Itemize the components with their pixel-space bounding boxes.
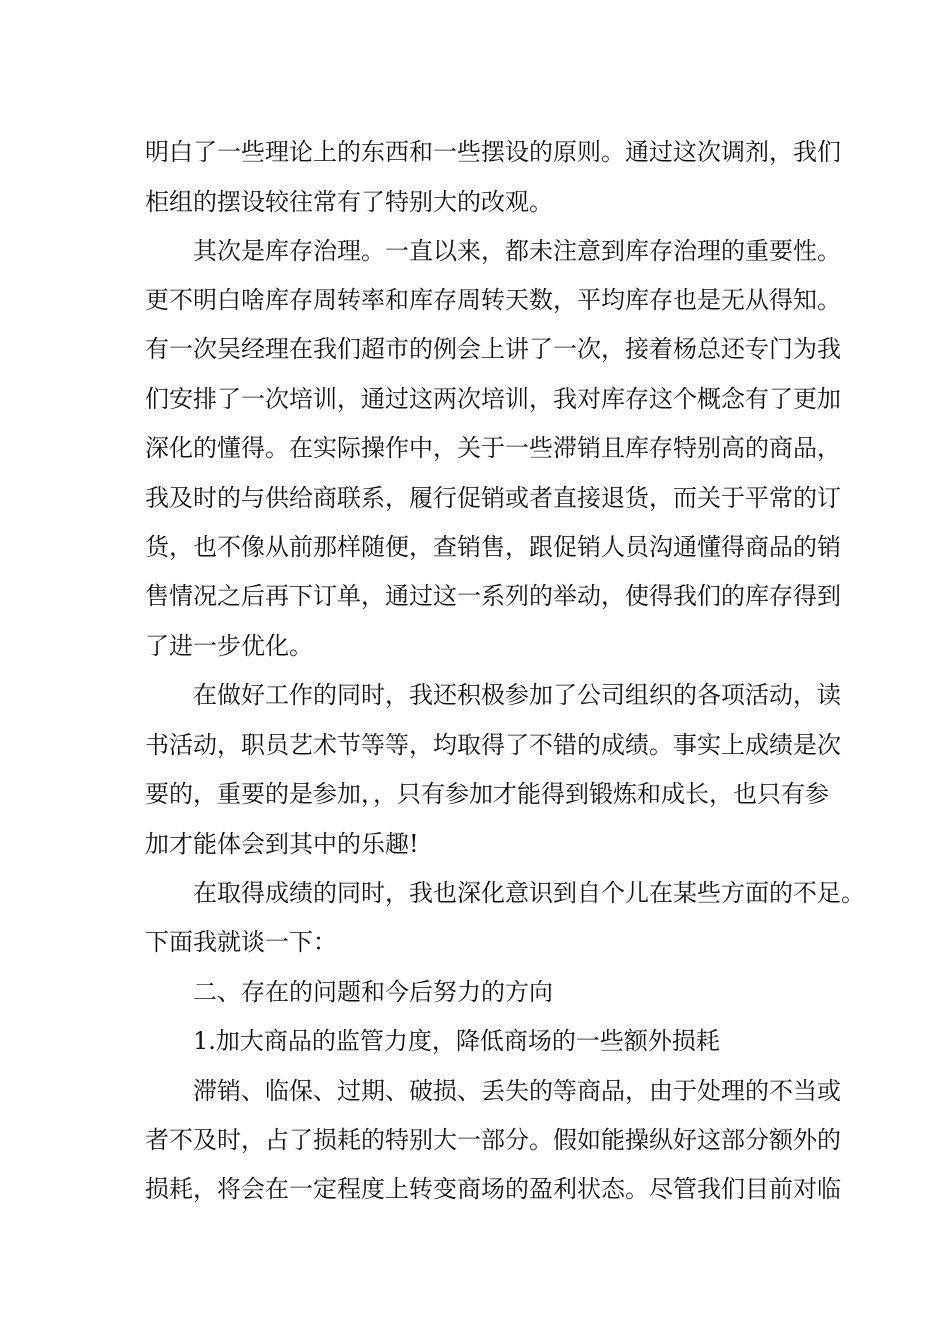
paragraph-line: 明白了一些理论上的东西和一些摆设的原则。通过这次调剂，我们 [145,138,841,166]
paragraph-line: 加才能体会到其中的乐趣! [145,830,419,858]
paragraph-line: 滞销、临保、过期、破损、丢失的等商品，由于处理的不当或 [193,1077,841,1105]
paragraph-line: 者不及时，占了损耗的特别大一部分。假如能操纵好这部分额外的 [145,1126,841,1154]
paragraph-line: 在取得成绩的同时，我也深化意识到自个儿在某些方面的不足。 [193,879,865,907]
paragraph-line: 了进一步优化。 [145,632,313,660]
paragraph-line: 深化的懂得。在实际操作中，关于一些滞销且库存特别高的商品， [145,434,841,462]
paragraph-line: 其次是库存治理。一直以来，都未注意到库存治理的重要性。 [193,237,841,265]
paragraph-line: 更不明白啥库存周转率和库存周转天数，平均库存也是无从得知。 [145,286,841,314]
section-heading: 二、存在的问题和今后努力的方向 [193,978,553,1006]
paragraph-line: 要的，重要的是参加，，只有参加才能得到锻炼和成长，也只有参 [145,780,829,808]
paragraph-line: 售情况之后再下订单，通过这一系列的举动，使得我们的库存得到 [145,582,841,610]
paragraph-line: 货，也不像从前那样随便，查销售，跟促销人员沟通懂得商品的销 [145,533,841,561]
paragraph-line: 在做好工作的同时，我还积极参加了公司组织的各项活动，读 [193,681,841,709]
paragraph-line: 我及时的与供给商联系，履行促销或者直接退货，而关于平常的订 [145,484,841,512]
paragraph-line: 有一次吴经理在我们超市的例会上讲了一次，接着杨总还专门为我 [145,335,841,363]
paragraph-line: 书活动，职员艺术节等等，均取得了不错的成绩。事实上成绩是次 [145,731,841,759]
paragraph-line: 损耗，将会在一定程度上转变商场的盈利状态。尽管我们目前对临 [145,1175,841,1203]
paragraph-line: 们安排了一次培训，通过这两次培训，我对库存这个概念有了更加 [145,385,841,413]
subsection-heading: 1.加大商品的监管力度，降低商场的一些额外损耗 [193,1027,720,1055]
paragraph-line: 柜组的摆设较往常有了特别大的改观。 [145,188,553,216]
paragraph-line: 下面我就谈一下： [145,928,337,956]
